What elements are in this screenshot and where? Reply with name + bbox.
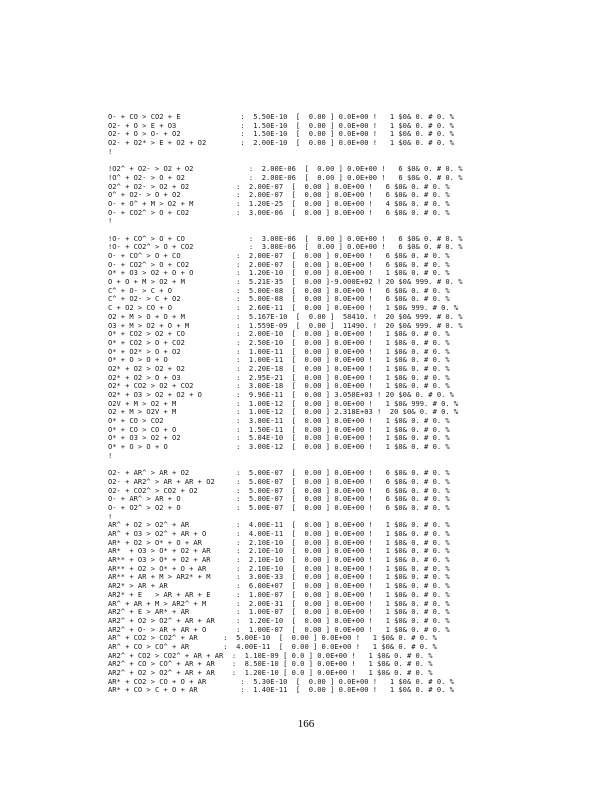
reaction-line: O* + CO > CO + O : 1.50E-11 [ 0.00 ] 0.0E+00 ! 1 $0& 0. # 0. % [108,424,450,434]
reaction-line: AR2^ + CO > CO^ + AR + AR : 8.50E-10 [ 0.0 ] 0.0E+00 ! 1 $0& 0. # 0. % [108,659,433,669]
reaction-line: O + O + M > O2 + M : 5.21E-35 [ 0.00 ]-9.000E+02 ! 20 $0& 999. # 0. % [108,277,463,287]
reaction-line: !O- + CO^ > O + CO : 3.00E-06 [ 0.00 ] 0.0E+00 ! 6 $0& 0. # 0. % [108,233,463,243]
reaction-line: AR2* + E > AR + AR + E : 1.00E-07 [ 0.00 ] 0.0E+00 ! 1 $0& 0. # 0. % [108,589,450,599]
reaction-line: C^ + O- > C + O : 5.00E-08 [ 0.00 ] 0.0E+00 ! 6 $0& 0. # 0. % [108,285,450,295]
reaction-line: !O- + CO2^ > O + CO2 : 3.00E-06 [ 0.00 ] 0.0E+00 ! 6 $0& 0. # 0. % [108,242,463,252]
reaction-line: O2- + O > O- + O2 : 1.50E-10 [ 0.00 ] 0.0E+00 ! 1 $0& 0. # 0. % [108,129,454,139]
reaction-line: AR2^ + CO2 > CO2^ + AR + AR : 1.10E-09 [ 0.0 ] 0.0E+00 ! 1 $0& 0. # 0. % [108,650,433,660]
comment-separator: ! [108,511,113,521]
reaction-line: AR* + CO2 > CO + O + AR : 5.30E-10 [ 0.00 ] 0.0E+00 ! 1 $0& 0. # 0. % [108,676,454,686]
reaction-line: O2V + M > O2 + M : 1.00E-12 [ 0.00 ] 0.0E+00 ! 1 $0& 999. # 0. % [108,398,459,408]
reaction-line: O2 + M > O + O + M : 5.167E-10 [ 0.00 ] 58410. ! 20 $0& 999. # 0. % [108,311,463,321]
page-number: 166 [297,718,315,730]
reaction-listing [108,113,578,695]
reaction-line: O- + CO^ > O + CO : 2.00E-07 [ 0.00 ] 0.0E+00 ! 6 $0& 0. # 0. % [108,251,450,260]
reaction-line: O2^ + O2- > O2 + O2 : 2.00E-07 [ 0.00 ] 0.0E+00 ! 6 $0& 0. # 0. % [108,181,450,191]
reaction-line: O* + O3 > O2 + O + O : 1.20E-10 [ 0.00 ] 0.0E+00 ! 1 $0& 0. # 0. % [108,268,450,278]
reaction-line: O2* + O2 > O + O3 : 2.95E-21 [ 0.00 ] 0.0E+00 ! 1 $0& 0. # 0. % [108,372,450,382]
reaction-line: O2* + O2 > O2 + O2 : 2.20E-18 [ 0.00 ] 0.0E+00 ! 1 $0& 0. # 0. % [108,363,450,373]
reaction-line: C + O2 > CO + O : 2.60E-11 [ 0.00 ] 0.0E+00 ! 1 $0& 999. # 0. % [108,303,459,313]
reaction-line: AR^ + O2 > O2^ + AR : 4.00E-11 [ 0.00 ] 0.0E+00 ! 1 $0& 0. # 0. % [108,520,450,530]
reaction-line: !O^ + O2- > O + O2 : 2.00E-06 [ 0.00 ] 0.0E+00 ! 6 $0& 0. # 0. % [108,172,463,182]
reaction-line: O2- + O2* > E + O2 + O2 : 2.00E-10 [ 0.00 ] 0.0E+00 ! 1 $0& 0. # 0. % [108,138,454,148]
reaction-line: O- + CO2^ > O + CO2 : 3.00E-06 [ 0.00 ] 0.0E+00 ! 6 $0& 0. # 0. % [108,207,450,217]
reaction-line: AR2^ + O2 > O2^ + AR + AR : 1.20E-10 [ 0.0 ] 0.0E+00 ! 1 $0& 0. # 0. % [108,668,433,677]
reaction-line: AR2^ + E > AR* + AR : 1.00E-07 [ 0.00 ] 0.0E+00 ! 1 $0& 0. # 0. % [108,607,450,617]
reaction-line: O2 + M > O2V + M : 1.00E-12 [ 0.00 ] 2.318E+03 ! 20 $0& 0. # 0. % [108,407,459,417]
reaction-line: O- + CO > CO2 + E : 5.50E-10 [ 0.00 ] 0.0E+00 ! 1 $0& 0. # 0. % [108,112,454,121]
reaction-line: O* + O3 > O2 + O2 : 5.04E-10 [ 0.00 ] 0.0E+00 ! 1 $0& 0. # 0. % [108,433,450,443]
comment-separator: ! [108,216,113,226]
reaction-line: AR* + O2 > O* + O + AR : 2.10E-10 [ 0.00 ] 0.0E+00 ! 1 $0& 0. # 0. % [108,537,450,547]
reaction-line: AR** + O3 > O* + O2 + AR : 2.10E-10 [ 0.00 ] 0.0E+00 ! 1 $0& 0. # 0. % [108,555,450,565]
reaction-line: O2- + AR2^ > AR + AR + O2 : 5.00E-07 [ 0.00 ] 0.0E+00 ! 6 $0& 0. # 0. % [108,476,450,486]
reaction-line: O* + O > O + O : 3.00E-12 [ 0.00 ] 0.0E+00 ! 1 $0& 0. # 0. % [108,442,450,452]
reaction-line: AR** + AR + M > AR2* + M : 3.00E-33 [ 0.00 ] 0.0E+00 ! 1 $0& 0. # 0. % [108,572,450,582]
reaction-line: O- + O2^ > O2 + O : 5.00E-07 [ 0.00 ] 0.0E+00 ! 6 $0& 0. # 0. % [108,502,450,512]
reaction-line: AR* + O3 > O* + O2 + AR : 2.10E-10 [ 0.00 ] 0.0E+00 ! 1 $0& 0. # 0. % [108,546,450,556]
reaction-line: AR^ + CO > CO^ + AR : 4.00E-11 [ 0.00 ] 0.0E+00 ! 1 $0& 0. # 0. % [108,641,437,651]
comment-separator: ! [108,450,113,460]
comment-separator: ! [108,146,113,156]
reaction-line: O2* + CO2 > O2 + CO2 : 3.00E-18 [ 0.00 ] 0.0E+00 ! 1 $0& 0. # 0. % [108,381,450,391]
reaction-line: O- + AR^ > AR + O : 5.00E-07 [ 0.00 ] 0.0E+00 ! 6 $0& 0. # 0. % [108,494,450,504]
reaction-line: O2* + O3 > O2 + O2 + O : 9.96E-11 [ 0.00 ] 3.050E+03 ! 20 $0& 0. # 0. % [108,390,454,399]
reaction-line: O* + O2* > O + O2 : 1.00E-11 [ 0.00 ] 0.0E+00 ! 1 $0& 0. # 0. % [108,346,450,356]
reaction-line: O- + O^ + M > O2 + M : 1.20E-25 [ 0.00 ] 0.0E+00 ! 4 $0& 0. # 0. % [108,198,450,208]
reaction-line: AR** + O2 > O* + O + AR : 2.10E-10 [ 0.00 ] 0.0E+00 ! 1 $0& 0. # 0. % [108,563,450,573]
reaction-line: O3 + M > O2 + O + M : 1.559E-09 [ 0.00 ] 11490. ! 20 $0& 999. # 0. % [108,320,463,330]
reaction-line: AR2* > AR + AR : 6.00E+07 [ 0.00 ] 0.0E+00 ! 1 $0& 0. # 0. % [108,581,450,591]
reaction-line: O* + CO2 > O + CO2 : 2.50E-10 [ 0.00 ] 0.0E+00 ! 1 $0& 0. # 0. % [108,337,450,347]
reaction-line: AR^ + O3 > O2^ + AR + O : 4.00E-11 [ 0.00 ] 0.0E+00 ! 1 $0& 0. # 0. % [108,529,450,538]
reaction-line: AR2^ + O- > AR + AR + O : 1.00E-07 [ 0.00 ] 0.0E+00 ! 1 $0& 0. # 0. % [108,624,450,634]
reaction-line: O* + O > O + O : 1.00E-11 [ 0.00 ] 0.0E+00 ! 1 $0& 0. # 0. % [108,355,450,365]
reaction-line: O2- + CO2^ > CO2 + O2 : 5.00E-07 [ 0.00 ] 0.0E+00 ! 6 $0& 0. # 0. % [108,485,450,495]
reaction-line: AR^ + AR + M > AR2^ + M : 2.00E-31 [ 0.00 ] 0.0E+00 ! 1 $0& 0. # 0. % [108,598,450,608]
reaction-line: O* + CO2 > O2 + CO : 2.00E-10 [ 0.00 ] 0.0E+00 ! 1 $0& 0. # 0. % [108,329,450,339]
reaction-line: !O2^ + O2- > O2 + O2 : 2.00E-06 [ 0.00 ] 0.0E+00 ! 6 $0& 0. # 0. % [108,164,463,174]
reaction-line: O- + CO2^ > O + CO2 : 2.00E-07 [ 0.00 ] 0.0E+00 ! 6 $0& 0. # 0. % [108,259,450,269]
reaction-line: AR2^ + O2 > O2^ + AR + AR : 1.20E-10 [ 0.00 ] 0.0E+00 ! 1 $0& 0. # 0. % [108,615,450,625]
reaction-line: O* + CO > CO2 : 3.80E-11 [ 0.00 ] 0.0E+00 ! 1 $0& 0. # 0. % [108,416,450,426]
reaction-line: O2- + O > E + O3 : 1.50E-10 [ 0.00 ] 0.0E+00 ! 1 $0& 0. # 0. % [108,120,454,130]
reaction-line: AR^ + CO2 > CO2^ + AR : 5.00E-10 [ 0.00 ] 0.0E+00 ! 1 $0& 0. # 0. % [108,633,437,643]
reaction-line: C^ + O2- > C + O2 : 5.00E-08 [ 0.00 ] 0.0E+00 ! 6 $0& 0. # 0. % [108,294,450,304]
reaction-line: O2- + AR^ > AR + O2 : 5.00E-07 [ 0.00 ] 0.0E+00 ! 6 $0& 0. # 0. % [108,468,450,478]
reaction-line: AR* + CO > C + O + AR : 1.40E-11 [ 0.00 ] 0.0E+00 ! 1 $0& 0. # 0. % [108,685,454,695]
reaction-line: O^ + O2- > O + O2 : 2.00E-07 [ 0.00 ] 0.0E+00 ! 6 $0& 0. # 0. % [108,190,450,200]
